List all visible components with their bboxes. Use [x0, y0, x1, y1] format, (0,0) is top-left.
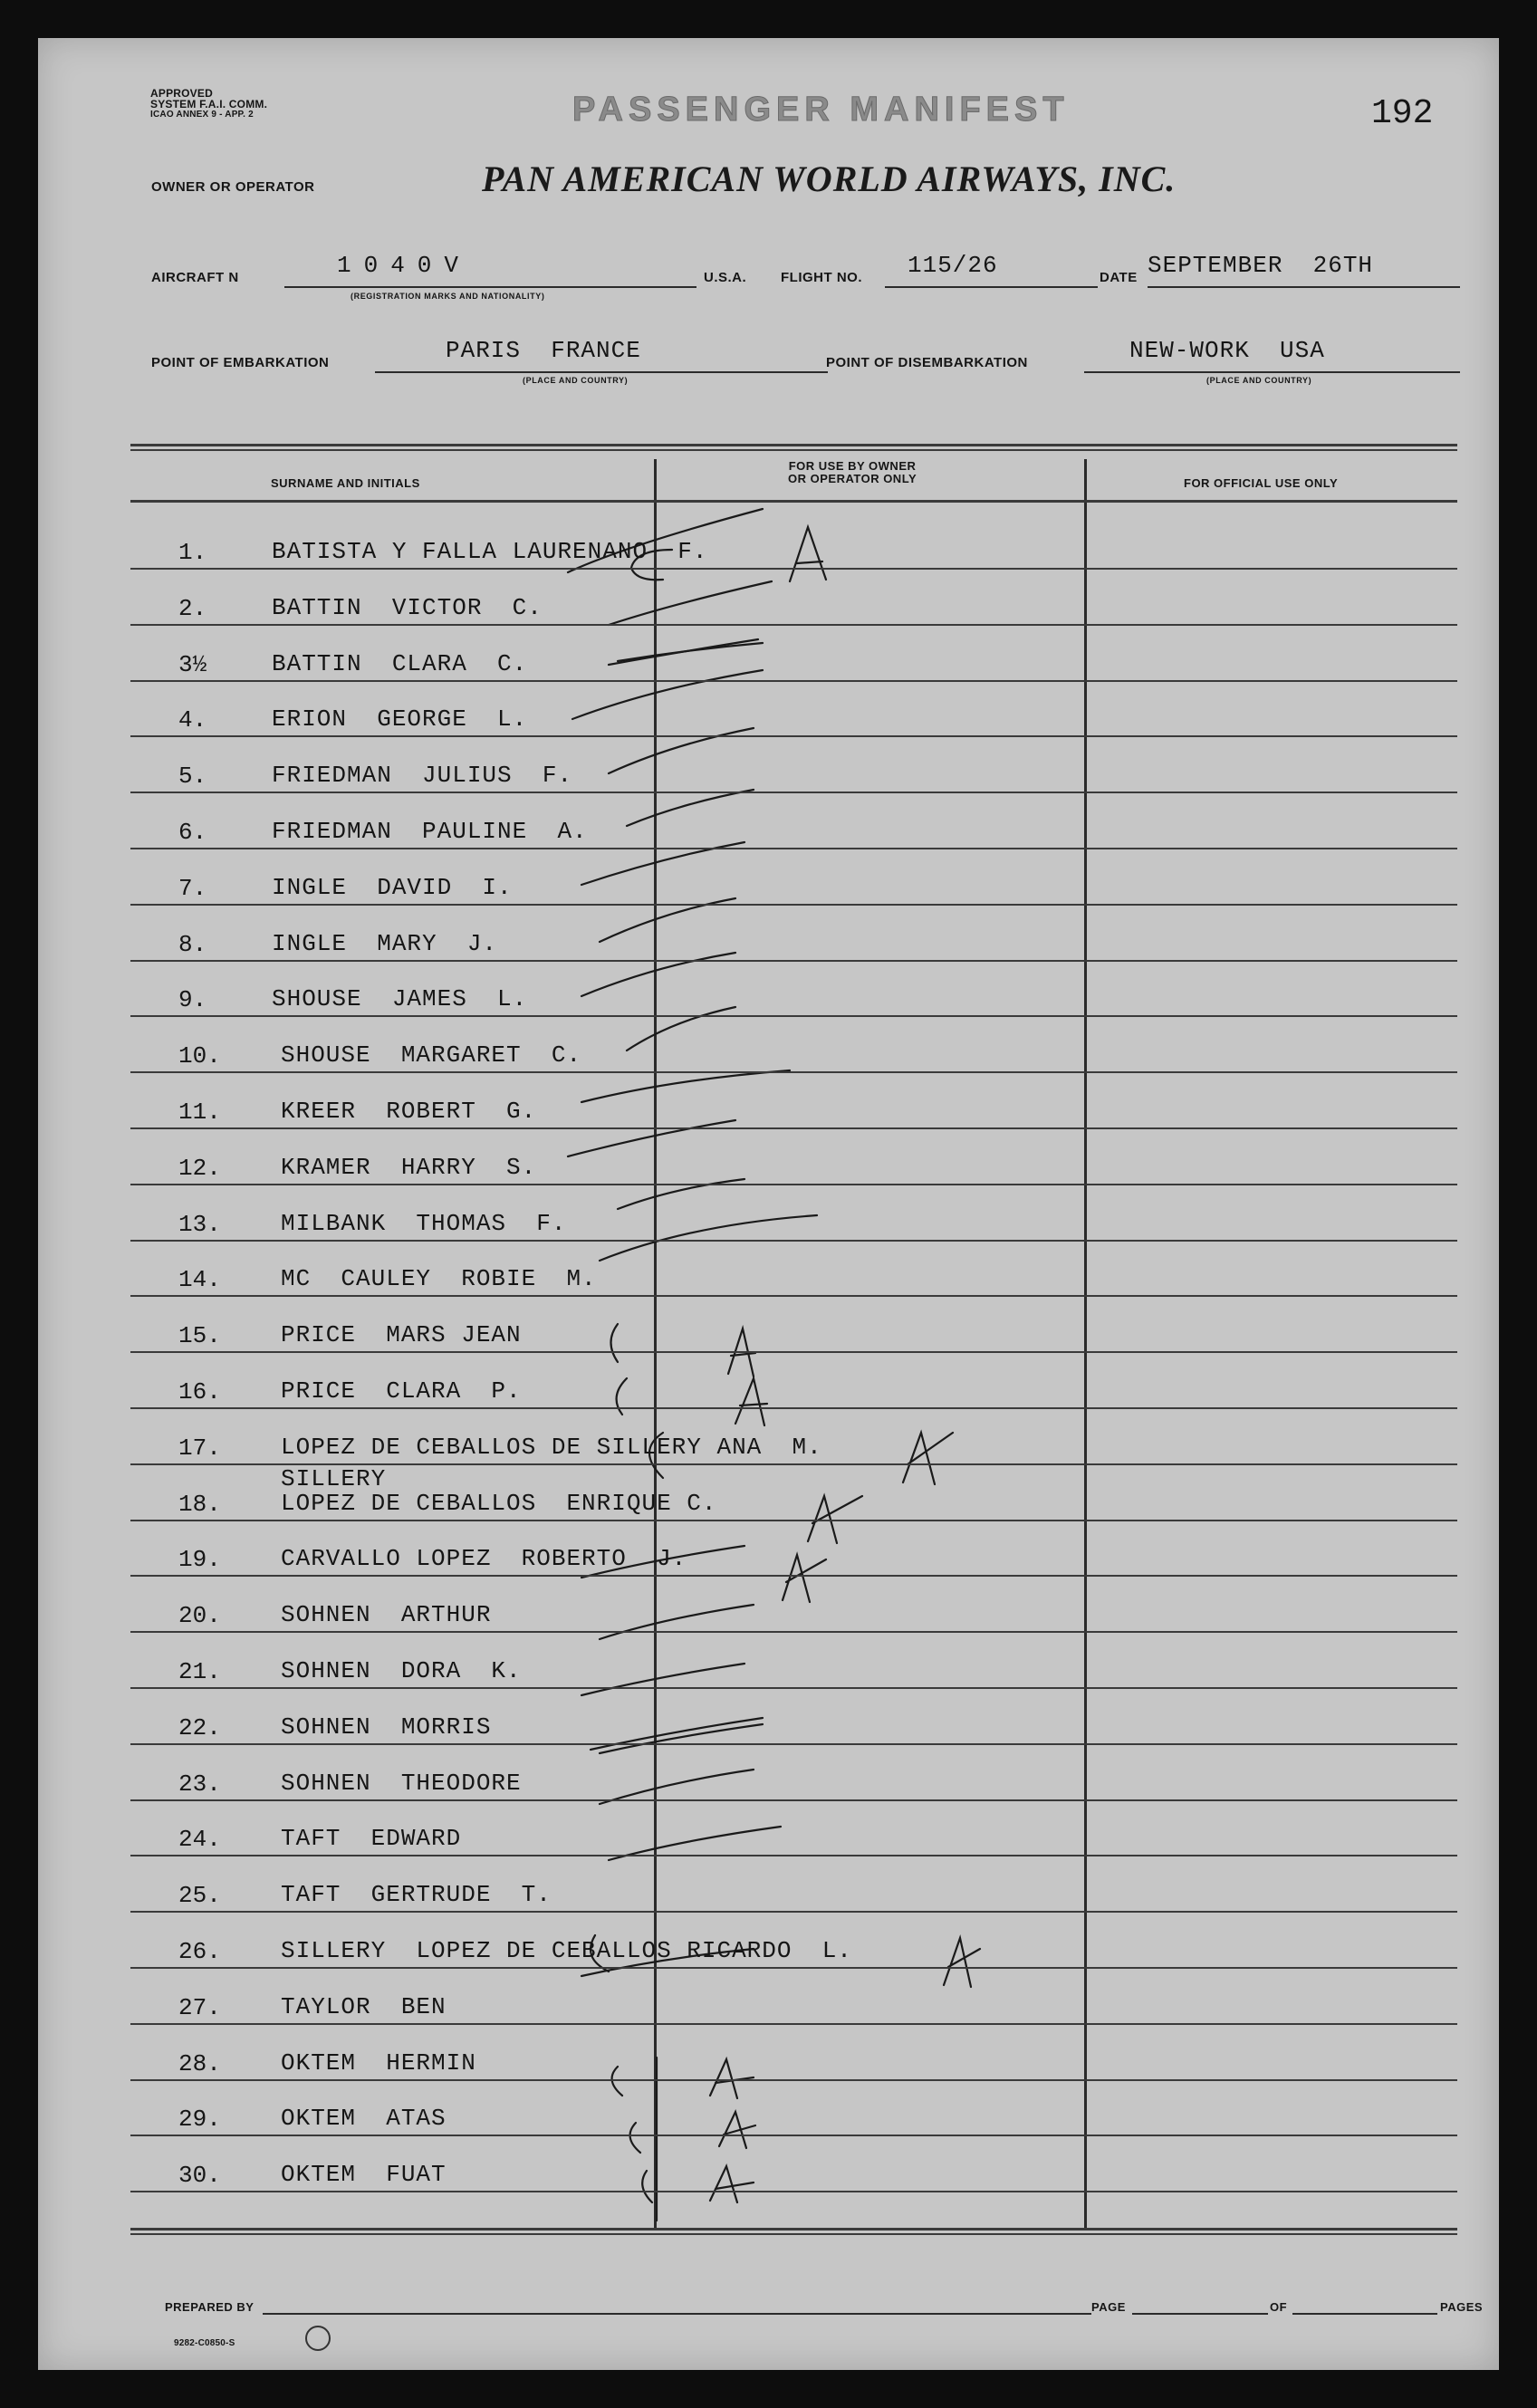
col-header-surname: SURNAME AND INITIALS — [271, 476, 420, 490]
row-number: 19. — [178, 1546, 221, 1573]
row-number: 9. — [178, 986, 207, 1013]
passenger-name: INGLE DAVID I. — [272, 874, 513, 901]
disembarkation-label: POINT OF DISEMBARKATION — [826, 355, 1028, 370]
c-mark-row-29 — [630, 2123, 640, 2153]
row-rule — [130, 1687, 1457, 1689]
row-number: 1. — [178, 539, 207, 566]
passenger-name: FRIEDMAN PAULINE A. — [272, 818, 588, 845]
row-number: 15. — [178, 1322, 221, 1349]
passenger-name: SOHNEN ARTHUR — [281, 1601, 492, 1628]
flight-label: FLIGHT NO. — [781, 270, 862, 285]
row-rule — [130, 1184, 1457, 1185]
row-number: 4. — [178, 706, 207, 734]
row-rule — [130, 1407, 1457, 1409]
passenger-name: MC CAULEY ROBIE M. — [281, 1265, 597, 1292]
row-rule — [130, 1295, 1457, 1297]
check-mark-row-6 — [627, 790, 754, 826]
row-number: 2. — [178, 595, 207, 622]
row-number: 7. — [178, 875, 207, 902]
a-mark-row-17 — [903, 1433, 953, 1484]
check-mark-row-12 — [568, 1120, 735, 1156]
passenger-name: SOHNEN DORA K. — [281, 1657, 522, 1684]
check-mark-row-3b — [609, 639, 758, 665]
passenger-name: SHOUSE MARGARET C. — [281, 1041, 582, 1069]
row-rule — [130, 1911, 1457, 1913]
row-rule — [130, 680, 1457, 682]
col-header-owner: FOR USE BY OWNER OR OPERATOR ONLY — [788, 459, 917, 485]
a-mark-row-26 — [944, 1938, 980, 1987]
row-number: 8. — [178, 931, 207, 958]
row-number: 20. — [178, 1602, 221, 1629]
passenger-name: FRIEDMAN JULIUS F. — [272, 762, 573, 789]
page-label: PAGE — [1091, 2300, 1126, 2314]
passenger-name: TAYLOR BEN — [281, 1993, 447, 2020]
row-rule — [130, 1520, 1457, 1521]
row-number: 10. — [178, 1042, 221, 1070]
passenger-name: BATTIN VICTOR C. — [272, 594, 543, 621]
aircraft-registration: 1040V — [337, 252, 472, 279]
row-rule — [130, 624, 1457, 626]
row-number: 28. — [178, 2050, 221, 2077]
c-mark-row-15 — [611, 1324, 619, 1362]
row-rule — [130, 791, 1457, 793]
of-label: OF — [1270, 2300, 1288, 2314]
passenger-name: BATISTA Y FALLA LAURENANO F. — [272, 538, 708, 565]
passenger-name: PRICE MARS JEAN — [281, 1321, 522, 1348]
passenger-name: TAFT EDWARD — [281, 1825, 462, 1852]
row-number: 27. — [178, 1994, 221, 2021]
form-code: 9282-C0850-S — [174, 2338, 235, 2348]
row-rule — [130, 2079, 1457, 2081]
page-title: PASSENGER MANIFEST — [572, 91, 1070, 129]
disembarkation-point: NEW-WORK USA — [1129, 337, 1325, 364]
row-number: 22. — [178, 1714, 221, 1741]
passenger-name: BATTIN CLARA C. — [272, 650, 528, 677]
row-number: 26. — [178, 1938, 221, 1965]
approval-line-2: SYSTEM F.A.I. COMM. — [150, 98, 268, 110]
row-number: 6. — [178, 819, 207, 846]
row-number: 18. — [178, 1491, 221, 1518]
date-label: DATE — [1100, 270, 1138, 285]
check-mark-row-20 — [600, 1605, 754, 1639]
flight-number: 115/26 — [908, 252, 998, 279]
row-number: 13. — [178, 1211, 221, 1238]
usa-label: U.S.A. — [704, 270, 747, 285]
check-mark-row-21 — [581, 1664, 744, 1695]
a-mark-row-16 — [735, 1378, 767, 1425]
row-number: 3½ — [178, 651, 207, 678]
passenger-name: OKTEM HERMIN — [281, 2049, 476, 2077]
passenger-name: LOPEZ DE CEBALLOS ENRIQUE C. — [281, 1490, 717, 1517]
row-rule — [130, 1071, 1457, 1073]
a-mark-row-19 — [783, 1555, 826, 1602]
manifest-sheet — [38, 38, 1499, 2370]
row-rule — [130, 2135, 1457, 2136]
passenger-name: SOHNEN THEODORE — [281, 1770, 522, 1797]
row-number: 24. — [178, 1826, 221, 1853]
row-rule — [130, 1743, 1457, 1745]
row-rule — [130, 1015, 1457, 1017]
row-rule — [130, 1575, 1457, 1577]
row-rule — [130, 2191, 1457, 2192]
row-number: 21. — [178, 1658, 221, 1685]
passenger-name: OKTEM ATAS — [281, 2105, 447, 2132]
passenger-name: ERION GEORGE L. — [272, 705, 528, 733]
c-mark-row-28 — [612, 2067, 622, 2096]
disembarkation-caption: (PLACE AND COUNTRY) — [1206, 376, 1312, 385]
c-mark-row-30 — [642, 2171, 652, 2202]
row-rule — [130, 1240, 1457, 1242]
row-number: 5. — [178, 763, 207, 790]
check-mark-row-4 — [572, 670, 763, 719]
a-mark-row-29 — [719, 2112, 755, 2148]
passenger-name: INGLE MARY J. — [272, 930, 498, 957]
row-rule — [130, 904, 1457, 906]
check-mark-row-10 — [627, 1007, 735, 1051]
passenger-name: KRAMER HARRY S. — [281, 1154, 537, 1181]
row-number: 30. — [178, 2162, 221, 2189]
aircraft-label: AIRCRAFT N — [151, 270, 239, 285]
passenger-name: LOPEZ DE CEBALLOS DE SILLERY ANA M. — [281, 1434, 822, 1461]
row-rule — [130, 848, 1457, 849]
embarkation-label: POINT OF EMBARKATION — [151, 355, 330, 370]
company-name: PAN AMERICAN WORLD AIRWAYS, INC. — [482, 158, 1177, 199]
passenger-name: OKTEM FUAT — [281, 2161, 447, 2188]
col-header-official: FOR OFFICIAL USE ONLY — [1184, 476, 1339, 490]
approval-line-1: APPROVED — [150, 87, 213, 100]
a-mark-row-30 — [710, 2166, 754, 2202]
flight-date: SEPTEMBER 26TH — [1148, 252, 1374, 279]
passenger-name: CARVALLO LOPEZ ROBERTO J. — [281, 1545, 687, 1572]
handwritten-marks — [38, 38, 1499, 2370]
row-rule — [130, 568, 1457, 570]
row-rule — [130, 735, 1457, 737]
embarkation-point: PARIS FRANCE — [446, 337, 641, 364]
passenger-name: MILBANK THOMAS F. — [281, 1210, 567, 1237]
approval-line-3: ICAO ANNEX 9 - APP. 2 — [150, 110, 254, 120]
check-mark-row-11 — [581, 1070, 790, 1102]
aircraft-caption: (REGISTRATION MARKS AND NATIONALITY) — [351, 292, 545, 301]
passenger-name-annotation: SILLERY — [281, 1465, 387, 1492]
check-mark-row-14 — [600, 1215, 817, 1261]
row-rule — [130, 1631, 1457, 1633]
passenger-name: PRICE CLARA P. — [281, 1377, 522, 1405]
row-number: 11. — [178, 1098, 221, 1126]
row-number: 25. — [178, 1882, 221, 1909]
owner-label: OWNER OR OPERATOR — [151, 179, 315, 195]
passenger-name: SHOUSE JAMES L. — [272, 985, 528, 1012]
row-rule — [130, 1967, 1457, 1969]
row-number: 12. — [178, 1155, 221, 1182]
check-mark-row-22b — [600, 1724, 763, 1753]
check-mark-row-2 — [609, 581, 772, 625]
passenger-name: SILLERY LOPEZ DE CEBALLOS RICARDO L. — [281, 1937, 852, 1964]
passenger-name: SOHNEN MORRIS — [281, 1713, 492, 1741]
passenger-name: TAFT GERTRUDE T. — [281, 1881, 552, 1908]
a-mark-row-1 — [790, 527, 826, 581]
passenger-name: KREER ROBERT G. — [281, 1098, 537, 1125]
row-rule — [130, 1855, 1457, 1856]
prepared-by-label: PREPARED BY — [165, 2300, 255, 2314]
pages-label: PAGES — [1440, 2300, 1484, 2314]
row-rule — [130, 1799, 1457, 1801]
row-number: 14. — [178, 1266, 221, 1293]
page-number: 192 — [1371, 94, 1434, 133]
row-rule — [130, 960, 1457, 962]
row-number: 16. — [178, 1378, 221, 1405]
row-rule — [130, 1127, 1457, 1129]
row-number: 29. — [178, 2106, 221, 2133]
c-mark-row-16 — [617, 1378, 627, 1415]
row-number: 17. — [178, 1434, 221, 1462]
row-rule — [130, 2023, 1457, 2025]
row-rule — [130, 1351, 1457, 1353]
embarkation-caption: (PLACE AND COUNTRY) — [523, 376, 629, 385]
row-number: 23. — [178, 1770, 221, 1798]
